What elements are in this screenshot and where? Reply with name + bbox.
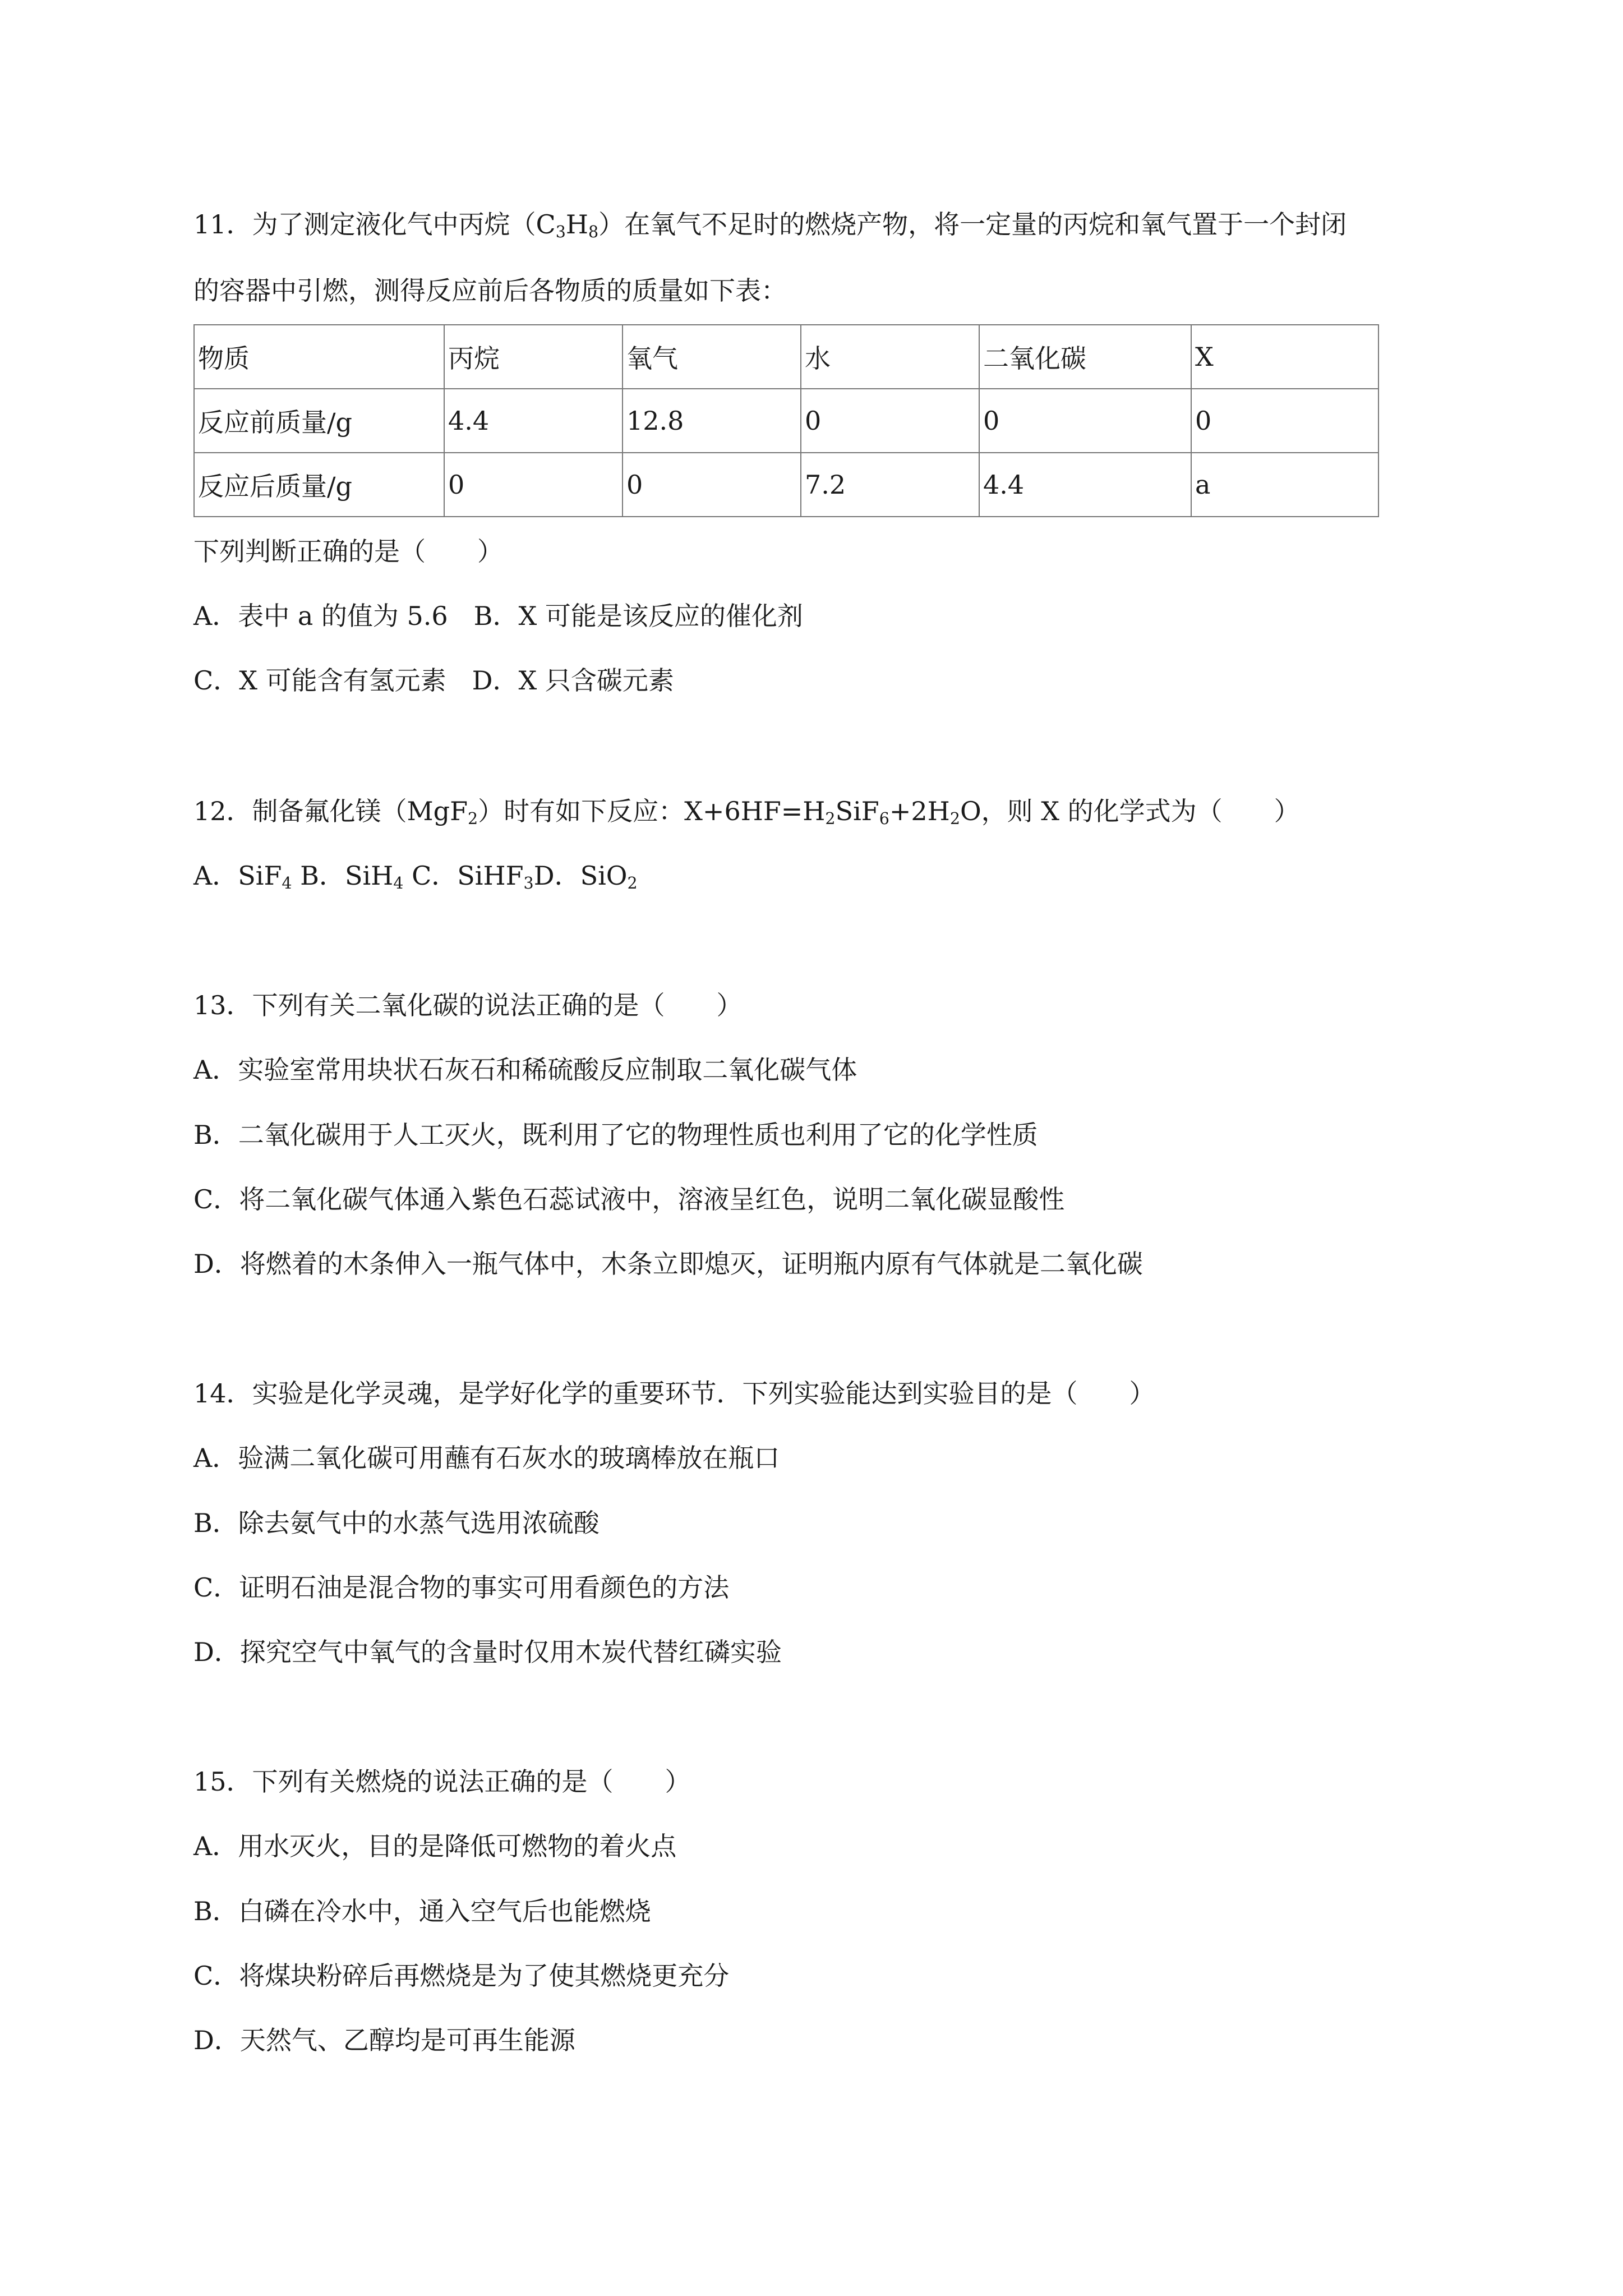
- table-header-cell: 二氧化碳: [979, 325, 1191, 389]
- table-cell: 反应后质量/g: [194, 453, 444, 517]
- table-cell: 7.2: [801, 453, 979, 517]
- table-header-cell: 物质: [194, 325, 444, 389]
- table-cell: 0: [623, 453, 801, 517]
- q15-option-a: A．用水灭火，目的是降低可燃物的着火点: [193, 1831, 677, 1861]
- q11-question: 下列判断正确的是（ ）: [193, 536, 503, 567]
- q11-stem-line1: 11．为了测定液化气中丙烷$(C_3H_8)$在氧气不足时的燃烧产物，将一定量的丙烷和氧气置于一个封闭: [193, 209, 1347, 242]
- table-cell: 0: [801, 389, 979, 453]
- q15-stem: 15．下列有关燃烧的说法正确的是（ ）: [193, 1766, 691, 1797]
- q15-option-b: B．白磷在冷水中，通入空气后也能燃烧: [193, 1896, 651, 1926]
- q13-option-a: A．实验室常用块状石灰石和稀硫酸反应制取二氧化碳气体: [193, 1055, 857, 1085]
- q11-stem-line2: 的容器中引燃，测得反应前后各物质的质量如下表：: [193, 275, 787, 306]
- table-cell: 0: [444, 453, 623, 517]
- q14-option-d: D．探究空气中氧气的含量时仅用木炭代替红磷实验: [193, 1637, 782, 1667]
- table-row: [194, 453, 1378, 517]
- q11-options-ab: A．表中 a 的值为 5.6 B．X 可能是该反应的催化剂: [193, 601, 803, 631]
- q15-option-d: D．天然气、乙醇均是可再生能源: [193, 2025, 575, 2055]
- q14-option-a: A．验满二氧化碳可用蘸有石灰水的玻璃棒放在瓶口: [193, 1443, 780, 1473]
- table-cell: 4.4: [979, 453, 1191, 517]
- table-header-cell: X: [1191, 325, 1378, 389]
- table-cell: 4.4: [444, 389, 623, 453]
- q12-stem: 12．制备氟化镁（MgF$_2$）时有如下反应：$X+6HF=H_2SiF_6+2H_2O$，则 X 的化学式为（ ）: [193, 796, 1300, 829]
- q13-option-c: C．将二氧化碳气体通入紫色石蕊试液中，溶液呈红色，说明二氧化碳显酸性: [193, 1184, 1065, 1214]
- mass-table: [193, 324, 1379, 517]
- table-cell: 反应前质量/g: [194, 389, 444, 453]
- table-cell: 0: [979, 389, 1191, 453]
- table-cell: 0: [1191, 389, 1378, 453]
- q15-option-c: C．将煤块粉碎后再燃烧是为了使其燃烧更充分: [193, 1961, 730, 1991]
- q13-stem: 13．下列有关二氧化碳的说法正确的是（ ）: [193, 990, 743, 1020]
- table-cell: a: [1191, 453, 1378, 517]
- q12-options: A．SiF$_4$ B．SiH$_4$ C．SiHF$_3$D．SiO$_2$: [193, 861, 638, 893]
- q14-option-b: B．除去氨气中的水蒸气选用浓硫酸: [193, 1508, 600, 1538]
- q14-option-c: C．证明石油是混合物的事实可用看颜色的方法: [193, 1572, 730, 1603]
- table-header-cell: 氧气: [623, 325, 801, 389]
- q14-stem: 14．实验是化学灵魂，是学好化学的重要环节．下列实验能达到实验目的是（ ）: [193, 1378, 1155, 1409]
- table-header-row: [194, 325, 1378, 389]
- table-header-cell: 丙烷: [444, 325, 623, 389]
- q13-option-b: B．二氧化碳用于人工灭火，既利用了它的物理性质也利用了它的化学性质: [193, 1120, 1038, 1150]
- q13-option-d: D．将燃着的木条伸入一瓶气体中，木条立即熄灭，证明瓶内原有气体就是二氧化碳: [193, 1249, 1143, 1279]
- q11-options-cd: C．X 可能含有氢元素 D．X 只含碳元素: [193, 665, 674, 696]
- table-row: [194, 389, 1378, 453]
- table-cell: 12.8: [623, 389, 801, 453]
- table-header-cell: 水: [801, 325, 979, 389]
